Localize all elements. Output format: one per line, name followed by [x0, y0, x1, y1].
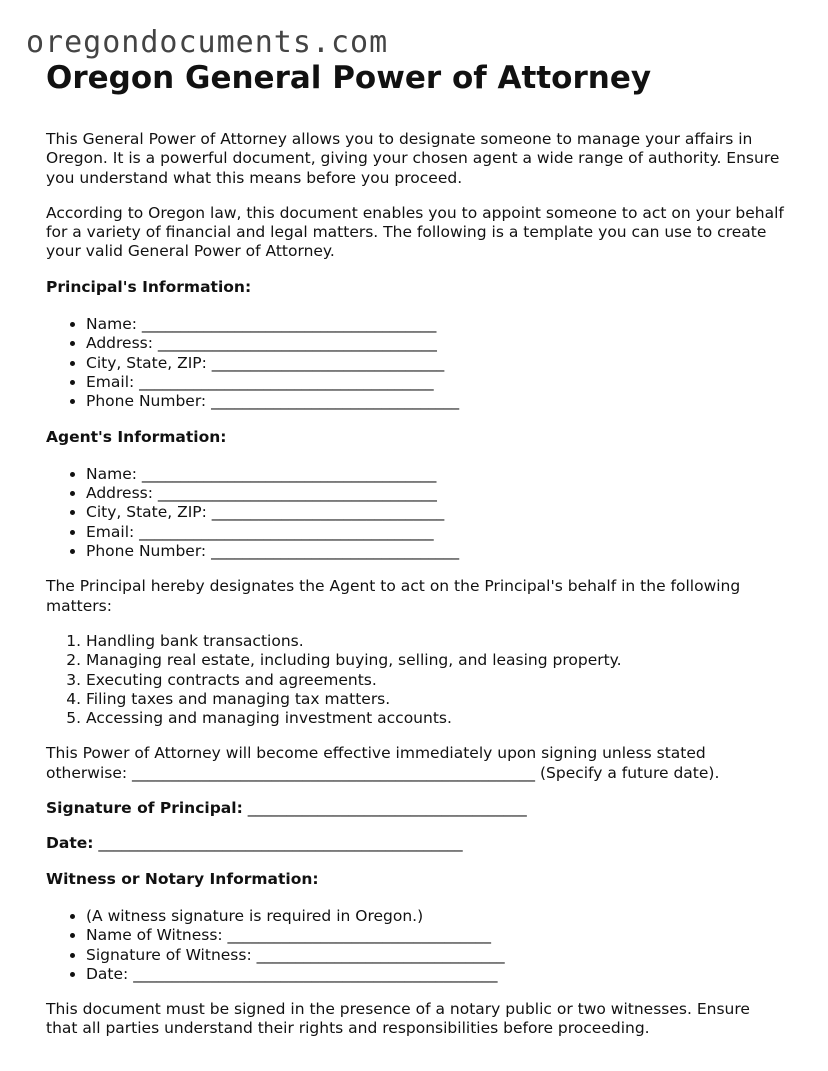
principal-signature-blank: ____________________________________: [247, 799, 527, 818]
witness-name-field: • Name of Witness: __________________________________: [86, 926, 786, 945]
principal-fields-list: [46, 315, 786, 411]
agent-name-field: • Name: ______________________________________: [86, 465, 786, 484]
principal-heading: Principal's Information:: [46, 277, 252, 296]
date-line: [46, 834, 786, 853]
closing-paragraph: This document must be signed in the presence of a notary public or two witnesses. Ensure that all parties understand their rights and responsibilities before proceeding.: [46, 1000, 750, 1038]
intro-paragraph-1: This General Power of Attorney allows you to designate someone to manage your affairs in Oregon. It is a powerful document, giving your chosen agent a wide range of authority. Ensure you understand what this means before you proceed.: [46, 130, 780, 187]
principal-email-field: • Email: ______________________________________: [86, 373, 786, 392]
matter-item: 3. Executing contracts and agreements.: [86, 671, 786, 690]
intro-paragraph-2: According to Oregon law, this document enables you to appoint someone to act on your behalf for a variety of financial and legal matters. The following is a template you can use to create your valid General Power of Attorney.: [46, 203, 784, 261]
witness-date-field: • Date: _______________________________________________: [86, 965, 786, 984]
date-blank: _______________________________________________: [98, 834, 463, 853]
principal-signature-label: Signature of Principal:: [46, 799, 243, 818]
date-label: Date:: [46, 834, 94, 853]
agent-email-field: • Email: ______________________________________: [86, 523, 786, 542]
agent-fields-list: [46, 465, 786, 561]
principal-phone-field: • Phone Number: ________________________________: [86, 392, 786, 411]
agent-heading: Agent's Information:: [46, 427, 227, 446]
site-watermark: oregondocuments.com: [26, 25, 389, 60]
witness-signature-field: • Signature of Witness: ________________________________: [86, 946, 786, 965]
principal-signature-line: [46, 799, 786, 818]
witness-note: • (A witness signature is required in Oregon.): [86, 907, 786, 926]
principal-city-field: • City, State, ZIP: ______________________________: [86, 354, 786, 373]
matter-item: 5. Accessing and managing investment accounts.: [86, 709, 786, 728]
matter-item: 2. Managing real estate, including buying, selling, and leasing property.: [86, 651, 786, 670]
matters-list: [46, 632, 786, 728]
witness-list: [46, 907, 786, 984]
principal-name-field: • Name: ______________________________________: [86, 315, 786, 334]
effective-date-paragraph: This Power of Attorney will become effective immediately upon signing unless stated otherwise: ____________________________________________________ (Specify a future date).: [46, 744, 720, 782]
agent-phone-field: • Phone Number: ________________________________: [86, 542, 786, 561]
witness-heading: Witness or Notary Information:: [46, 869, 319, 888]
agent-address-field: • Address: ____________________________________: [86, 484, 786, 503]
matter-item: 1. Handling bank transactions.: [86, 632, 786, 651]
document-body: [46, 58, 786, 1055]
matter-item: 4. Filing taxes and managing tax matters.: [86, 690, 786, 709]
principal-address-field: • Address: ____________________________________: [86, 334, 786, 353]
agent-city-field: • City, State, ZIP: ______________________________: [86, 503, 786, 522]
designation-paragraph: The Principal hereby designates the Agent to act on the Principal's behalf in the following matters:: [46, 577, 741, 615]
page-title: Oregon General Power of Attorney: [46, 60, 652, 96]
